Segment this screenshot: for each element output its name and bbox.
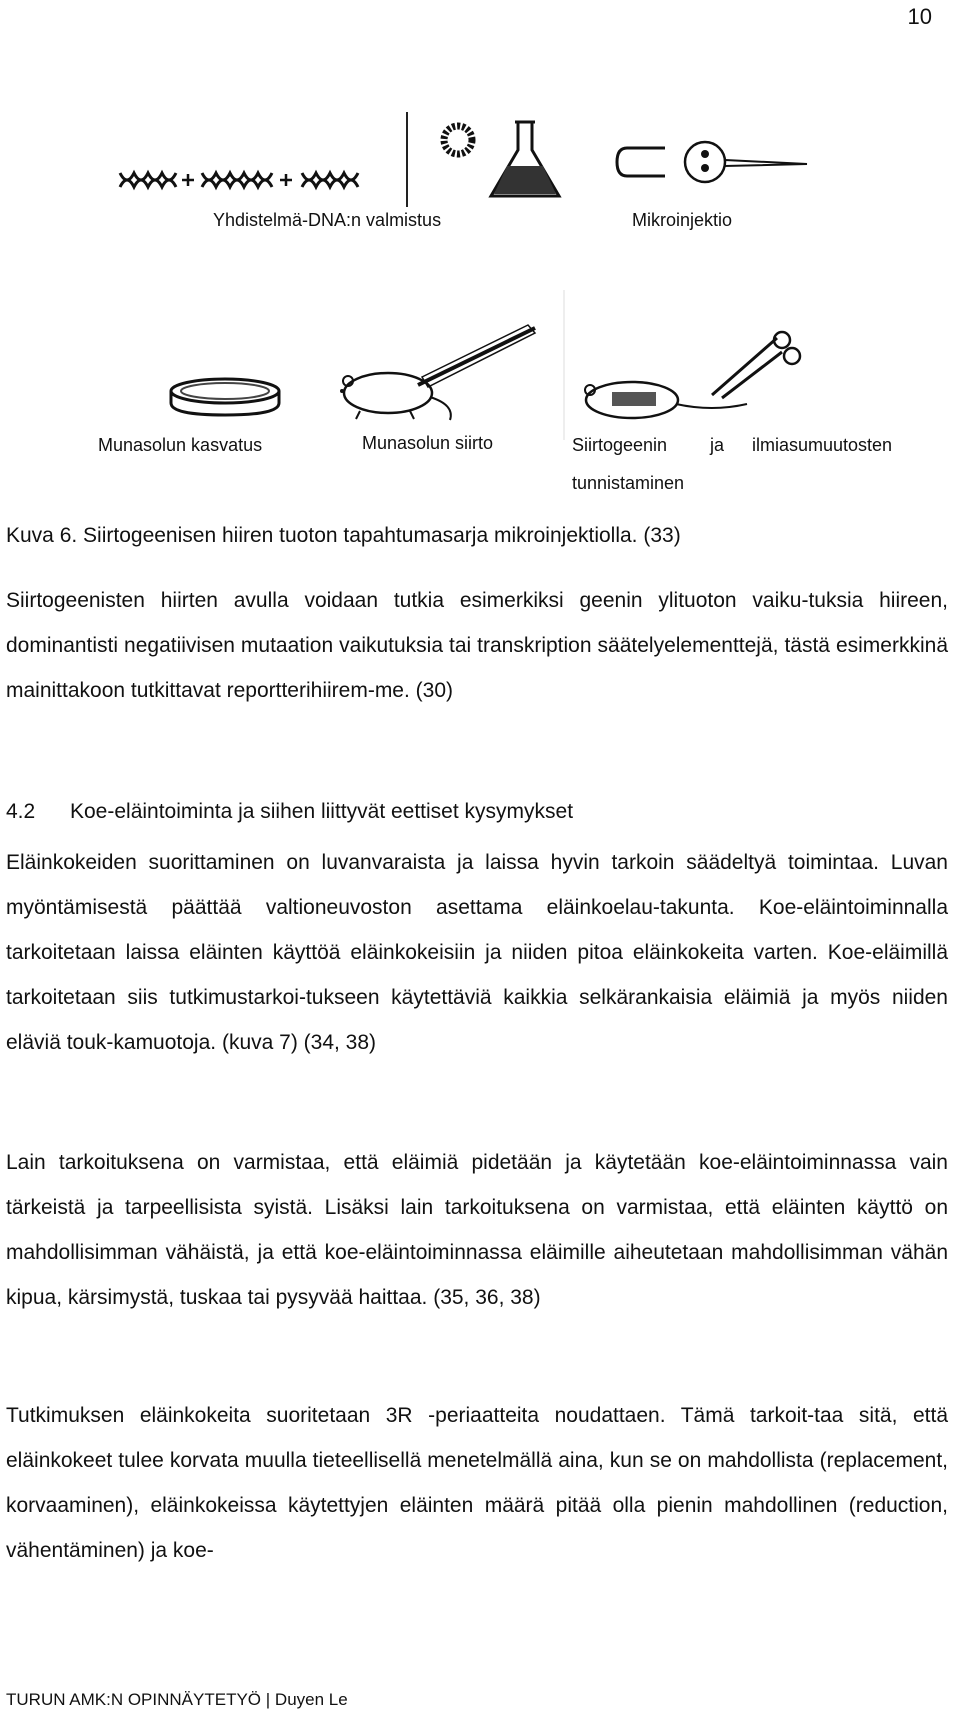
paragraph-1: Siirtogeenisten hiirten avulla voidaan tutkia esimerkiksi geenin ylituoton vaiku-tuksia hiireen, dominantisti negatiivisen mutaation vaikutuksia tai transkription säätelyelementtejä, tästä esimerkkinä mainittakoon tutkittavat reportterihiirem-me. (30) — [6, 589, 948, 702]
figure-label-microinjection: Mikroinjektio — [632, 210, 733, 230]
figure-caption: Kuva 6. Siirtogeenisen hiiren tuoton tapahtumasarja mikroinjektiolla. (33) — [6, 524, 681, 547]
plasmid-ring-icon — [438, 120, 478, 160]
footer-author: Duyen Le — [274, 1690, 348, 1709]
micropipette-injection-icon — [615, 140, 810, 190]
figure-label-recombinant-dna: Yhdistelmä-DNA:n valmistus — [213, 210, 442, 230]
section-heading — [6, 800, 573, 824]
figure-label-transgene-line-2: tunnistaminen — [572, 473, 685, 493]
figure-label-egg-culture: Munasolun kasvatus — [98, 435, 263, 455]
petri-dish-icon — [168, 375, 283, 420]
footer-separator: | — [265, 1690, 271, 1709]
mouse-with-scissors-icon — [572, 330, 822, 430]
mouse-with-pipette-icon — [330, 325, 540, 425]
page-footer — [6, 1690, 348, 1710]
paragraph-4: Tutkimuksen eläinkokeita suoritetaan 3R -periaatteita noudattaen. Tämä tarkoit-taa sitä, että eläinkokeet tulee korvata muulla tieteellisellä menetelmällä aina, kun se on mahdollista (replacement, korvaaminen), eläinkokeissa käytettyjen eläinten määrä pitää olla pienin mahdollinen (reduction, vähentäminen) ja koe- — [6, 1404, 948, 1562]
dna-strands-icon — [118, 165, 378, 195]
section-number: 4.2 — [6, 800, 36, 823]
separator-line — [562, 290, 566, 440]
figure-label-transgene-word-2: ja — [710, 435, 725, 455]
footer-institution: TURUN AMK:N OPINNÄYTETYÖ — [6, 1690, 262, 1709]
figure-label-transgene-word-1: Siirtogeenin — [572, 435, 668, 455]
paragraph-2: Eläinkokeiden suorittaminen on luvanvaraista ja laissa hyvin tarkoin säädeltyä toimintaa. Luvan myöntämisestä päättää valtioneuvoston asettama eläinkoelau-takunta. Koe-eläintoiminnalla tarkoitetaan laissa eläinten käyttöä eläinkokeisiin ja niiden pitoa eläinkokeita varten. Koe-eläimillä tarkoitetaan siis tutkimustarkoi-tukseen käytettäviä kaikkia selkärankaisia eläimiä ja myös niiden eläviä touk-kamuotoja. (kuva 7) (34, 38) — [6, 851, 948, 1054]
figure-label-egg-transfer: Munasolun siirto — [362, 433, 494, 453]
section-title: Koe-eläintoiminta ja siihen liittyvät eettiset kysymykset — [70, 800, 574, 823]
page-number: 10 — [907, 4, 932, 29]
separator-line — [405, 112, 409, 207]
figure-label-transgene-word-3: ilmiasumuutosten — [752, 435, 893, 455]
paragraph-3: Lain tarkoituksena on varmistaa, että eläimiä pidetään ja käytetään koe-eläintoiminnassa vain tärkeistä ja tarpeellisista syistä. Lisäksi lain tarkoituksena on varmistaa, että eläinten käyttö on mahdollisimman vähäistä, ja että koe-eläintoiminnassa eläimille aiheutetaan mahdollisimman vähän kipua, kärsimystä, tuskaa tai pysyvää haittaa. (35, 36, 38) — [6, 1151, 948, 1309]
flask-icon — [485, 118, 565, 203]
